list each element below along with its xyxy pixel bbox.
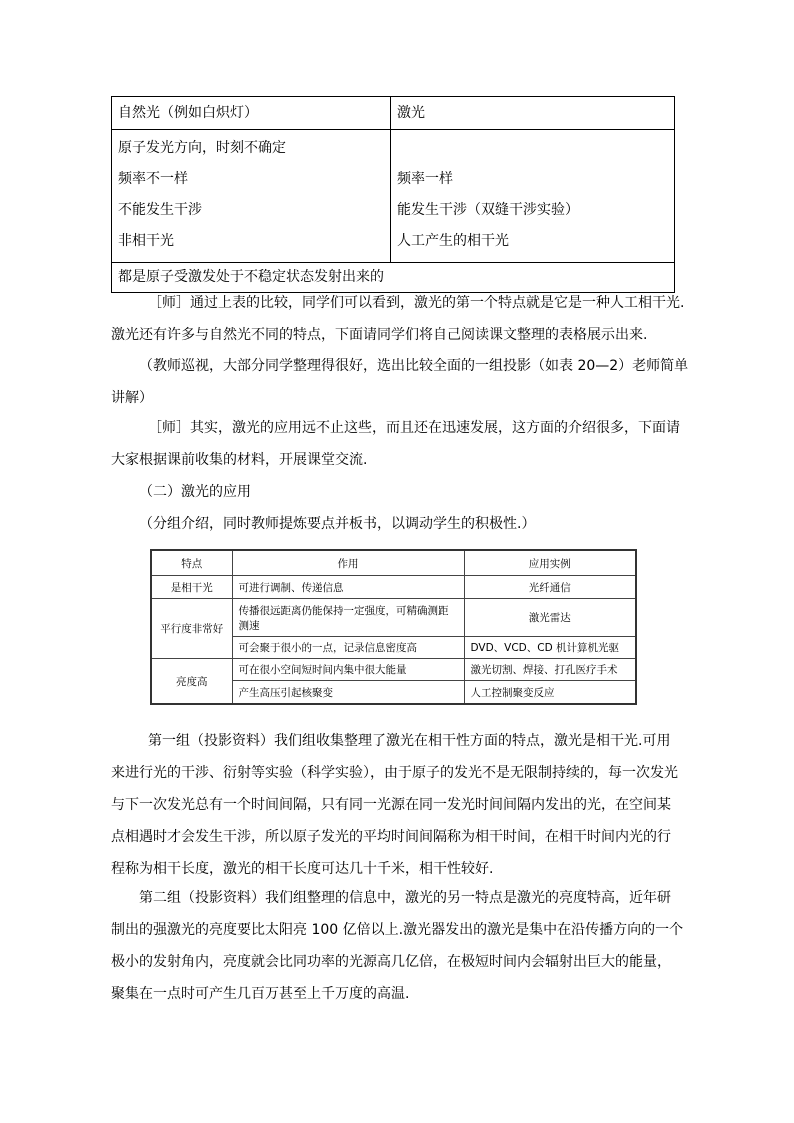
table-cell-line: 频率不一样 [118, 171, 188, 187]
paragraph-line: 点相遇时才会发生干涉，所以原子发光的平均时间间隔称为相干时间，在相干时间内光的行 [111, 829, 671, 845]
paragraph-line: 第一组（投影资料）我们组收集整理了激光在相干性方面的特点，激光是相干光.可用 [148, 733, 671, 749]
paragraph-line: 第二组（投影资料）我们组整理的信息中，激光的另一特点是激光的亮度特高，近年研 [139, 890, 671, 906]
comparison-table [111, 96, 675, 293]
table-header-use: 作用 [232, 550, 464, 576]
table-cell-use: 可会聚于很小的一点，记录信息密度高 [232, 637, 464, 659]
paragraph-line: （分组介绍，同时教师提炼要点并板书，以调动学生的积极性.） [139, 516, 536, 532]
natural-light-properties [112, 130, 391, 263]
paragraph-line: 与下一次发光总有一个时间间隔，只有同一光源在同一发光时间间隔内发出的光，在空间某 [111, 797, 671, 813]
table-cell-line: 不能发生干涉 [118, 202, 202, 218]
paragraph-line: 大家根据课前收集的材料，开展课堂交流. [111, 452, 368, 468]
table-cell-example: 激光切割、焊接、打孔医疗手术 [464, 659, 636, 681]
paragraph-line: 聚集在一点时可产生几百万甚至上千万度的高温. [111, 986, 410, 1002]
table-cell-use: 产生高压引起核聚变 [232, 681, 464, 705]
table-header-laser: 激光 [391, 97, 675, 130]
paragraph-teacher-inspection [111, 350, 689, 414]
paragraph-line: ［师］通过上表的比较，同学们可以看到，激光的第一个特点就是它是一种人工相干光. [148, 295, 685, 311]
paragraph-line: 极小的发射角内，亮度就会比同功率的光源高几亿倍，在极短时间内会辐射出巨大的能量， [111, 954, 671, 970]
paragraph-line: 来进行光的干涉、衍射等实验（科学实验），由于原子的发光不是无限制持续的，每一次发光 [111, 765, 678, 781]
table-cell-line: 人工产生的相干光 [397, 233, 509, 249]
section-heading [111, 476, 681, 508]
paragraph-line: （教师巡视，大部分同学整理得很好，选出比较全面的一组投影（如表 20—2）老师简单 [139, 358, 689, 374]
table-cell-feature: 亮度高 [151, 659, 232, 705]
table-header-natural-light: 自然光（例如白炽灯） [112, 97, 391, 130]
table-header-example: 应用实例 [464, 550, 636, 576]
table-cell-use: 可在很小空间短时间内集中很大能量 [232, 659, 464, 681]
laser-properties [391, 130, 675, 263]
table-cell-line: 原子发光方向，时刻不确定 [118, 140, 286, 156]
paragraph-line: 激光还有许多与自然光不同的特点，下面请同学们将自己阅读课文整理的表格展示出来. [111, 327, 648, 343]
paragraph-line: 制出的强激光的亮度要比太阳亮 100 亿倍以上.激光器发出的激光是集中在沿传播方向的一个 [111, 922, 684, 938]
paragraph-line: ［师］其实，激光的应用远不止这些，而且还在迅速发展，这方面的介绍很多，下面请 [148, 420, 680, 436]
table-cell-feature: 是相干光 [151, 576, 232, 599]
table-cell-use: 可进行调制、传递信息 [232, 576, 464, 599]
table-cell-example: 光纤通信 [464, 576, 636, 599]
paragraph-group-intro [111, 508, 681, 540]
paragraph-group-two [111, 882, 684, 1010]
section-heading-text: （二）激光的应用 [139, 484, 251, 500]
paragraph-teacher-1 [111, 287, 685, 351]
table-cell-example: DVD、VCD、CD 机计算机光驱 [464, 637, 636, 659]
table-footer-common: 都是原子受激发处于不稳定状态发射出来的 [112, 263, 675, 293]
paragraph-teacher-2 [111, 412, 681, 476]
table-cell-line [397, 134, 668, 165]
table-cell-use: 传播很远距离仍能保持一定强度，可精确测距测速 [232, 599, 464, 637]
table-cell-feature: 平行度非常好 [151, 599, 232, 659]
paragraph-line: 程称为相干长度，激光的相干长度可达几十千米，相干性较好. [111, 861, 494, 877]
laser-applications-table [150, 549, 637, 705]
paragraph-group-one [111, 725, 681, 885]
table-cell-line: 频率一样 [397, 171, 453, 187]
paragraph-line: 讲解） [111, 390, 153, 406]
table-cell-example: 人工控制聚变反应 [464, 681, 636, 705]
table-cell-line: 非相干光 [118, 233, 174, 249]
table-header-feature: 特点 [151, 550, 232, 576]
table-cell-line: 能发生干涉（双缝干涉实验） [397, 202, 579, 218]
table-cell-example: 激光雷达 [464, 599, 636, 637]
